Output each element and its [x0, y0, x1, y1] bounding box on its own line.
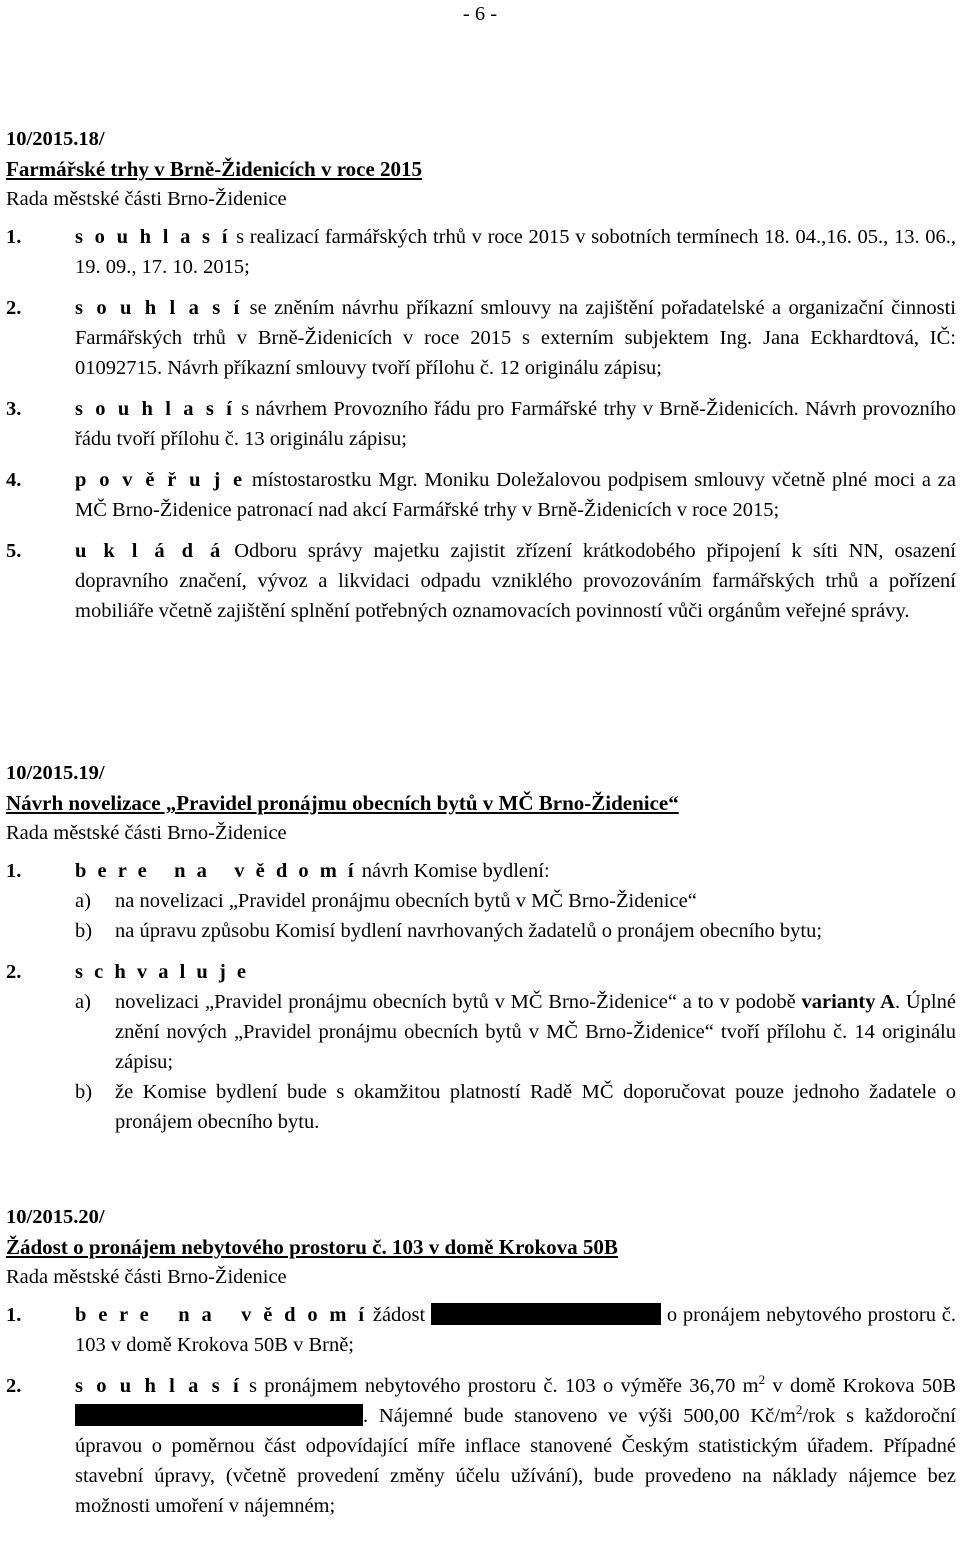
item-verb: u k l á d á [75, 540, 224, 562]
resolution-19 [6, 758, 956, 1137]
resolution-18 [6, 124, 956, 626]
list-item: 2. s o u h l a s í se zněním návrhu příkazní smlouvy na zajištění pořadatelské a organizační činnosti Farmářských trhů v Brně-Židenicích v roce 2015 s externím subjektem Ing. Jana Eckhardtová, IČ: 01092715. Návrh příkazní smlouvy tvoří přílohu č. 12 originálu zápisu; [6, 297, 956, 379]
item-verb: s c h v a l u j e [75, 961, 249, 983]
list-item: 1. b e r e n a v ě d o m í návrh Komise bydlení: a) na novelizaci „Pravidel pronájmu obecních bytů v MČ Brno-Židenice“ b) na úpravu způsobu Komisí bydlení navrhovaných žadatelů o pronájem obecního bytu; [6, 856, 956, 946]
list-item: 2. s c h v a l u j e a) novelizaci „Pravidel pronájmu obecních bytů v MČ Brno-Židenice“ a to v podobě varianty A. Úplné znění nových „Pravidel pronájmu obecních bytů v MČ Brno-Židenice“ tvoří přílohu č. 14 originálu zápisu; b) že Komise bydlení bude s okamžitou platností Radě MČ doporučovat pouze jednoho žadatele o pronájem obecního bytu. [6, 957, 956, 1137]
sub-item: b) že Komise bydlení bude s okamžitou platností Radě MČ doporučovat pouze jednoho žadatele o pronájem obecního bytu. [75, 1081, 956, 1133]
list-item: 2. s o u h l a s í s pronájmem nebytového prostoru č. 103 o výměře 36,70 $m^2$ v domě Krokova 50B . Nájemné bude stanoveno ve výši 500,00 $Kč/m^2$/rok s každoroční úpravou o poměrnou část odpovídající míře inflace stanovené Českým statistickým úřadem. Případné stavební úpravy, (včetně provedení změny účelu užívání), bude provedeno na náklady nájemce bez možnosti umoření v nájemném; [6, 1372, 956, 1517]
item-verb: s o u h l a s í [75, 398, 235, 420]
resolution-title: Návrh novelizace „Pravidel pronájmu obecních bytů v MČ Brno-Židenice“ [6, 791, 679, 815]
list-item: 1. b e r e n a v ě d o m í žádost o pronájem nebytového prostoru č. 103 v domě Krokova 50B v Brně; [6, 1304, 956, 1356]
sub-item: a) novelizaci „Pravidel pronájmu obecních bytů v MČ Brno-Židenice“ a to v podobě varianty A. Úplné znění nových „Pravidel pronájmu obecních bytů v MČ Brno-Židenice“ tvoří přílohu č. 14 originálu zápisu; [75, 991, 956, 1073]
resolution-number: 10/2015.19/ [6, 762, 105, 784]
resolution-title: Žádost o pronájem nebytového prostoru č. 103 v domě Krokova 50B [6, 1235, 618, 1259]
page-number: - 6 - [462, 3, 498, 25]
item-verb: s o u h l a s í [75, 226, 231, 248]
list-item: 5. u k l á d á Odboru správy majetku zajistit zřízení krátkodobého připojení k síti NN, osazení dopravního značení, vývoz a likvidaci odpadu vzniklého provozováním farmářských trhů a pořízení mobiliáře včetně zajištění splnění potřebných oznamovacích povinností vůči orgánům veřejné správy. [6, 540, 956, 622]
resolution-organ: Rada městské části Brno-Židenice [6, 822, 287, 844]
resolution-number: 10/2015.20/ [6, 1206, 105, 1228]
item-verb: p o v ě ř u j e [75, 469, 246, 491]
resolution-organ: Rada městské části Brno-Židenice [6, 188, 287, 210]
list-item: 4. p o v ě ř u j e místostarostku Mgr. Moniku Doležalovou podpisem smlouvy včetně plné moci a za MČ Brno-Židenice patronací nad akcí Farmářské trhy v Brně-Židenicích v roce 2015; [6, 469, 956, 521]
item-verb: b e r e n a v ě d o m í [75, 860, 357, 882]
redaction-box [75, 1404, 363, 1426]
resolution-organ: Rada městské části Brno-Židenice [6, 1266, 287, 1288]
resolution-title: Farmářské trhy v Brně-Židenicích v roce 2015 [6, 157, 423, 181]
resolution-number: 10/2015.18/ [6, 128, 105, 150]
list-item: 3. s o u h l a s í s návrhem Provozního řádu pro Farmářské trhy v Brně-Židenicích. Návrh provozního řádu tvoří přílohu č. 13 originálu zápisu; [6, 398, 956, 450]
list-item: 1. s o u h l a s í s realizací farmářských trhů v roce 2015 v sobotních termínech 18. 04.,16. 05., 13. 06., 19. 09., 17. 10. 2015; [6, 226, 957, 278]
item-verb: s o u h l a s í [75, 297, 243, 319]
item-verb: b e r e n a v ě d o m í [75, 1304, 368, 1326]
redaction-box [431, 1303, 661, 1325]
item-verb: s o u h l a s í [75, 1375, 242, 1397]
sub-item: a) na novelizaci „Pravidel pronájmu obecních bytů v MČ Brno-Židenice“ [75, 890, 697, 912]
resolution-20 [6, 1202, 956, 1521]
sub-item: b) na úpravu způsobu Komisí bydlení navrhovaných žadatelů o pronájem obecního bytu; [75, 920, 823, 942]
